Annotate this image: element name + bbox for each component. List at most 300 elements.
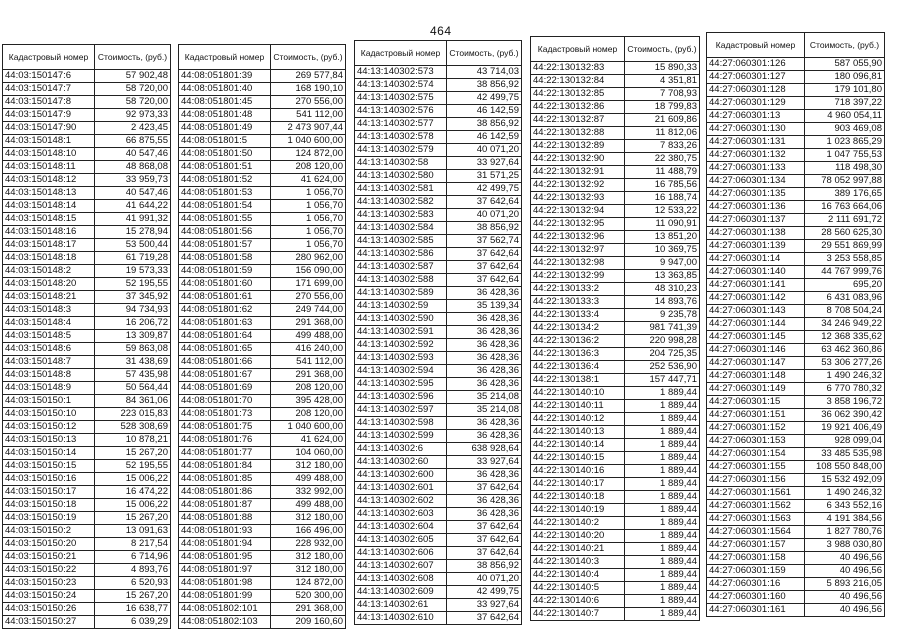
cadastral-number: 44:03:150148:17 xyxy=(3,239,95,252)
cost-value: 16 785,56 xyxy=(625,179,700,192)
cadastral-number: 44:08:051801:45 xyxy=(179,96,271,109)
table-row xyxy=(179,148,346,161)
cost-value: 541 112,00 xyxy=(271,109,346,122)
cost-value: 981 741,39 xyxy=(625,322,700,335)
cadastral-number: 44:27:060301:144 xyxy=(707,318,805,331)
cost-value: 15 890,33 xyxy=(625,62,700,75)
cadastral-number: 44:22:130140:17 xyxy=(531,478,625,491)
table-row xyxy=(531,595,700,608)
table-row xyxy=(707,448,885,461)
table-row xyxy=(3,343,171,356)
cost-value: 36 428,36 xyxy=(447,313,522,326)
cost-value: 8 708 504,24 xyxy=(805,305,885,318)
cadastral-number: 44:13:140302:6 xyxy=(355,443,447,456)
cost-value: 3 988 030,80 xyxy=(805,539,885,552)
cadastral-table-5 xyxy=(706,32,885,617)
cadastral-number: 44:13:140302:603 xyxy=(355,508,447,521)
table-row xyxy=(531,465,700,478)
cost-value: 6 343 552,16 xyxy=(805,500,885,513)
table-row xyxy=(3,395,171,408)
cadastral-table-1 xyxy=(2,44,171,629)
cadastral-number: 44:03:150150:20 xyxy=(3,538,95,551)
table-row xyxy=(355,547,522,560)
cadastral-number: 44:27:060301:13 xyxy=(707,110,805,123)
cost-value: 40 496,56 xyxy=(805,591,885,604)
cost-value: 1 023 865,29 xyxy=(805,136,885,149)
cost-value: 52 195,55 xyxy=(95,460,171,473)
cost-value: 209 160,60 xyxy=(271,616,346,629)
cadastral-number: 44:03:150147:8 xyxy=(3,96,95,109)
table-row xyxy=(179,616,346,629)
cadastral-number: 44:13:140302:577 xyxy=(355,118,447,131)
table-row xyxy=(3,421,171,434)
cost-value: 59 863,08 xyxy=(95,343,171,356)
cost-value: 1 889,44 xyxy=(625,465,700,478)
cost-value: 15 006,22 xyxy=(95,473,171,486)
cost-value: 36 428,36 xyxy=(447,352,522,365)
cadastral-number: 44:27:060301:131 xyxy=(707,136,805,149)
cadastral-number: 44:03:150147:7 xyxy=(3,83,95,96)
table-row xyxy=(3,551,171,564)
table-row xyxy=(3,135,171,148)
cadastral-number: 44:27:060301:152 xyxy=(707,422,805,435)
cost-value: 46 142,59 xyxy=(447,105,522,118)
table-row xyxy=(531,88,700,101)
cost-value: 48 310,23 xyxy=(625,283,700,296)
cadastral-number: 44:13:140302:599 xyxy=(355,430,447,443)
cost-value: 928 099,04 xyxy=(805,435,885,448)
cadastral-number: 44:22:130136:3 xyxy=(531,348,625,361)
cadastral-number: 44:03:150148:7 xyxy=(3,356,95,369)
cadastral-number: 44:08:051801:67 xyxy=(179,369,271,382)
cadastral-number: 44:22:130136:4 xyxy=(531,361,625,374)
table-row xyxy=(3,83,171,96)
cost-value: 1 490 246,32 xyxy=(805,370,885,383)
cadastral-number: 44:27:060301:138 xyxy=(707,227,805,240)
cadastral-number: 44:27:060301:126 xyxy=(707,58,805,71)
cadastral-number: 44:22:130140:3 xyxy=(531,556,625,569)
cost-value: 37 642,64 xyxy=(447,547,522,560)
table-row xyxy=(531,387,700,400)
cadastral-number: 44:03:150150:24 xyxy=(3,590,95,603)
cost-value: 40 071,20 xyxy=(447,144,522,157)
cost-value: 36 428,36 xyxy=(447,326,522,339)
cadastral-number: 44:08:051801:76 xyxy=(179,434,271,447)
header-cost: Стоимость, (руб.) xyxy=(447,41,522,66)
cadastral-number: 44:13:140302:590 xyxy=(355,313,447,326)
cost-value: 499 488,00 xyxy=(271,330,346,343)
table-row xyxy=(3,512,171,525)
cadastral-number: 44:08:051802:101 xyxy=(179,603,271,616)
header-cadastral-number: Кадастровый номер xyxy=(707,33,805,58)
table-row xyxy=(355,339,522,352)
table-row xyxy=(707,565,885,578)
cost-value: 157 447,71 xyxy=(625,374,700,387)
cadastral-number: 44:27:060301:16 xyxy=(707,578,805,591)
cost-value: 33 485 535,98 xyxy=(805,448,885,461)
table-row xyxy=(179,317,346,330)
cadastral-number: 44:13:140302:606 xyxy=(355,547,447,560)
cost-value: 50 564,44 xyxy=(95,382,171,395)
cadastral-number: 44:27:060301:154 xyxy=(707,448,805,461)
cadastral-number: 44:22:130140:14 xyxy=(531,439,625,452)
cadastral-number: 44:27:060301:149 xyxy=(707,383,805,396)
table-row xyxy=(355,404,522,417)
cost-value: 1 889,44 xyxy=(625,387,700,400)
cadastral-number: 44:08:051802:103 xyxy=(179,616,271,629)
cadastral-number: 44:22:130132:85 xyxy=(531,88,625,101)
cost-value: 4 191 384,56 xyxy=(805,513,885,526)
cadastral-number: 44:08:051801:52 xyxy=(179,174,271,187)
cadastral-number: 44:03:150150:16 xyxy=(3,473,95,486)
table-row xyxy=(531,140,700,153)
cadastral-number: 44:27:060301:132 xyxy=(707,149,805,162)
cost-value: 1 056,70 xyxy=(271,239,346,252)
cost-value: 1 056,70 xyxy=(271,226,346,239)
cost-value: 28 560 625,30 xyxy=(805,227,885,240)
cost-value: 19 921 406,49 xyxy=(805,422,885,435)
table-row xyxy=(3,564,171,577)
table-row xyxy=(355,586,522,599)
cadastral-number: 44:22:130140:10 xyxy=(531,387,625,400)
cadastral-number: 44:22:130134:2 xyxy=(531,322,625,335)
cadastral-number: 44:13:140302:600 xyxy=(355,469,447,482)
cadastral-number: 44:22:130132:89 xyxy=(531,140,625,153)
cadastral-number: 44:13:140302:60 xyxy=(355,456,447,469)
cost-value: 14 893,76 xyxy=(625,296,700,309)
cost-value: 31 438,69 xyxy=(95,356,171,369)
table-row xyxy=(531,257,700,270)
cost-value: 1 889,44 xyxy=(625,517,700,530)
cost-value: 19 573,33 xyxy=(95,265,171,278)
cost-value: 36 428,36 xyxy=(447,378,522,391)
table-row xyxy=(179,356,346,369)
cost-value: 15 006,22 xyxy=(95,499,171,512)
table-row xyxy=(707,123,885,136)
cost-value: 208 120,00 xyxy=(271,408,346,421)
cadastral-number: 44:22:130133:2 xyxy=(531,283,625,296)
table-row xyxy=(355,118,522,131)
cadastral-number: 44:13:140302:579 xyxy=(355,144,447,157)
table-row xyxy=(707,149,885,162)
cost-value: 208 120,00 xyxy=(271,161,346,174)
cadastral-number: 44:13:140302:578 xyxy=(355,131,447,144)
cadastral-number: 44:08:051801:57 xyxy=(179,239,271,252)
cadastral-number: 44:27:060301:142 xyxy=(707,292,805,305)
cost-value: 15 267,20 xyxy=(95,447,171,460)
table-row xyxy=(355,469,522,482)
cadastral-number: 44:27:060301:155 xyxy=(707,461,805,474)
cadastral-number: 44:13:140302:607 xyxy=(355,560,447,573)
table-row xyxy=(179,83,346,96)
cost-value: 11 090,91 xyxy=(625,218,700,231)
cadastral-number: 44:03:150148:3 xyxy=(3,304,95,317)
table-row xyxy=(531,413,700,426)
cost-value: 528 308,69 xyxy=(95,421,171,434)
cost-value: 270 556,00 xyxy=(271,291,346,304)
header-cadastral-number: Кадастровый номер xyxy=(355,41,447,66)
table-row xyxy=(179,200,346,213)
cadastral-number: 44:03:150148:2 xyxy=(3,265,95,278)
cost-value: 395 428,00 xyxy=(271,395,346,408)
table-row xyxy=(179,512,346,525)
cadastral-number: 44:22:130140:16 xyxy=(531,465,625,478)
cadastral-number: 44:08:051801:63 xyxy=(179,317,271,330)
table-row xyxy=(707,500,885,513)
table-row xyxy=(531,491,700,504)
table-row xyxy=(531,426,700,439)
table-row xyxy=(179,161,346,174)
table-row xyxy=(3,356,171,369)
table-row xyxy=(707,383,885,396)
cadastral-number: 44:27:060301:129 xyxy=(707,97,805,110)
table-row xyxy=(531,504,700,517)
cost-value: 78 052 997,88 xyxy=(805,175,885,188)
table-row xyxy=(531,62,700,75)
cadastral-number: 44:22:130140:19 xyxy=(531,504,625,517)
cadastral-number: 44:22:130132:83 xyxy=(531,62,625,75)
table-row xyxy=(707,318,885,331)
table-row xyxy=(355,573,522,586)
table-row xyxy=(531,192,700,205)
cost-value: 15 267,20 xyxy=(95,590,171,603)
cadastral-number: 44:08:051801:65 xyxy=(179,343,271,356)
cadastral-number: 44:22:130132:86 xyxy=(531,101,625,114)
cadastral-number: 44:08:051801:50 xyxy=(179,148,271,161)
cadastral-number: 44:13:140302:597 xyxy=(355,404,447,417)
cost-value: 1 047 755,53 xyxy=(805,149,885,162)
cadastral-number: 44:08:051801:59 xyxy=(179,265,271,278)
cost-value: 3 253 558,85 xyxy=(805,253,885,266)
table-row xyxy=(3,109,171,122)
cadastral-number: 44:03:150150:17 xyxy=(3,486,95,499)
header-cadastral-number: Кадастровый номер xyxy=(531,37,625,62)
cost-value: 1 889,44 xyxy=(625,543,700,556)
cadastral-number: 44:27:060301:145 xyxy=(707,331,805,344)
table-row xyxy=(707,84,885,97)
cost-value: 44 767 999,76 xyxy=(805,266,885,279)
table-row xyxy=(355,534,522,547)
cadastral-number: 44:03:150148:5 xyxy=(3,330,95,343)
cost-value: 40 071,20 xyxy=(447,573,522,586)
table-row xyxy=(3,408,171,421)
cadastral-number: 44:22:130132:97 xyxy=(531,244,625,257)
cadastral-number: 44:13:140302:608 xyxy=(355,573,447,586)
table-row xyxy=(531,400,700,413)
cost-value: 42 499,75 xyxy=(447,92,522,105)
cadastral-number: 44:08:051801:62 xyxy=(179,304,271,317)
cadastral-number: 44:13:140302:592 xyxy=(355,339,447,352)
cadastral-number: 44:03:150150:27 xyxy=(3,616,95,629)
cadastral-number: 44:13:140302:586 xyxy=(355,248,447,261)
table-row xyxy=(355,248,522,261)
cost-value: 1 040 600,00 xyxy=(271,135,346,148)
cost-value: 179 101,80 xyxy=(805,84,885,97)
cadastral-number: 44:13:140302:580 xyxy=(355,170,447,183)
cost-value: 1 889,44 xyxy=(625,504,700,517)
cadastral-number: 44:03:150150:10 xyxy=(3,408,95,421)
cost-value: 37 642,64 xyxy=(447,521,522,534)
table-row xyxy=(179,278,346,291)
cost-value: 61 719,28 xyxy=(95,252,171,265)
table-row xyxy=(531,608,700,621)
table-row xyxy=(355,417,522,430)
table-row xyxy=(531,127,700,140)
cost-value: 37 642,64 xyxy=(447,534,522,547)
table-row xyxy=(3,590,171,603)
table-row xyxy=(707,162,885,175)
table-row xyxy=(355,521,522,534)
cost-value: 638 928,64 xyxy=(447,443,522,456)
cadastral-number: 44:13:140302:598 xyxy=(355,417,447,430)
cadastral-number: 44:03:150150:14 xyxy=(3,447,95,460)
table-row xyxy=(707,331,885,344)
table-row xyxy=(179,577,346,590)
cadastral-number: 44:03:150148:11 xyxy=(3,161,95,174)
cost-value: 124 872,00 xyxy=(271,148,346,161)
cadastral-number: 44:08:051801:98 xyxy=(179,577,271,590)
cost-value: 36 428,36 xyxy=(447,495,522,508)
header-cadastral-number: Кадастровый номер xyxy=(179,45,271,70)
cadastral-number: 44:13:140302:573 xyxy=(355,66,447,79)
cost-value: 1 889,44 xyxy=(625,426,700,439)
cost-value: 16 188,74 xyxy=(625,192,700,205)
cost-value: 10 369,75 xyxy=(625,244,700,257)
table-row xyxy=(3,174,171,187)
cadastral-number: 44:13:140302:605 xyxy=(355,534,447,547)
table-row xyxy=(3,499,171,512)
table-row xyxy=(355,183,522,196)
table-row xyxy=(3,577,171,590)
table-row xyxy=(3,278,171,291)
cost-value: 6 770 780,32 xyxy=(805,383,885,396)
cadastral-number: 44:03:150148:13 xyxy=(3,187,95,200)
cost-value: 8 217,54 xyxy=(95,538,171,551)
table-row xyxy=(707,214,885,227)
table-row xyxy=(531,582,700,595)
cost-value: 9 947,00 xyxy=(625,257,700,270)
cadastral-number: 44:08:051801:56 xyxy=(179,226,271,239)
cadastral-number: 44:08:051801:5 xyxy=(179,135,271,148)
cadastral-number: 44:22:130140:4 xyxy=(531,569,625,582)
cost-value: 6 431 083,96 xyxy=(805,292,885,305)
table-row xyxy=(707,552,885,565)
table-row xyxy=(531,296,700,309)
cost-value: 37 642,64 xyxy=(447,274,522,287)
cost-value: 499 488,00 xyxy=(271,499,346,512)
cost-value: 312 180,00 xyxy=(271,564,346,577)
table-row xyxy=(3,382,171,395)
cadastral-number: 44:27:060301:128 xyxy=(707,84,805,97)
table-row xyxy=(179,369,346,382)
cadastral-number: 44:22:130140:12 xyxy=(531,413,625,426)
table-row xyxy=(531,517,700,530)
cost-value: 37 562,74 xyxy=(447,235,522,248)
cadastral-number: 44:08:051801:86 xyxy=(179,486,271,499)
table-row xyxy=(707,136,885,149)
cost-value: 16 474,22 xyxy=(95,486,171,499)
cost-value: 587 055,90 xyxy=(805,58,885,71)
cadastral-number: 44:22:130132:91 xyxy=(531,166,625,179)
table-row xyxy=(3,161,171,174)
table-row xyxy=(355,456,522,469)
table-row xyxy=(355,495,522,508)
table-row xyxy=(179,226,346,239)
table-row xyxy=(179,239,346,252)
table-row xyxy=(531,283,700,296)
cadastral-number: 44:27:060301:157 xyxy=(707,539,805,552)
cost-value: 4 893,76 xyxy=(95,564,171,577)
table-row xyxy=(179,460,346,473)
cadastral-number: 44:03:150150:26 xyxy=(3,603,95,616)
table-row xyxy=(3,187,171,200)
table-row xyxy=(3,616,171,629)
table-row xyxy=(707,487,885,500)
cost-value: 16 763 664,06 xyxy=(805,201,885,214)
table-row xyxy=(531,439,700,452)
table-row xyxy=(179,70,346,83)
cadastral-number: 44:22:130132:90 xyxy=(531,153,625,166)
cost-value: 156 090,00 xyxy=(271,265,346,278)
cost-value: 104 060,00 xyxy=(271,447,346,460)
table-row xyxy=(707,97,885,110)
cost-value: 84 361,06 xyxy=(95,395,171,408)
cost-value: 58 720,00 xyxy=(95,83,171,96)
cadastral-number: 44:22:130132:95 xyxy=(531,218,625,231)
cost-value: 16 206,72 xyxy=(95,317,171,330)
table-row xyxy=(531,569,700,582)
cost-value: 168 190,10 xyxy=(271,83,346,96)
cost-value: 16 638,77 xyxy=(95,603,171,616)
table-row xyxy=(179,538,346,551)
cost-value: 42 499,75 xyxy=(447,586,522,599)
header-cadastral-number: Кадастровый номер xyxy=(3,45,95,70)
cost-value: 33 927,64 xyxy=(447,599,522,612)
cost-value: 15 267,20 xyxy=(95,512,171,525)
table-row xyxy=(3,304,171,317)
cadastral-number: 44:03:150148:12 xyxy=(3,174,95,187)
cadastral-number: 44:03:150148:21 xyxy=(3,291,95,304)
table-row xyxy=(707,604,885,617)
cost-value: 2 423,45 xyxy=(95,122,171,135)
cost-value: 36 428,36 xyxy=(447,508,522,521)
table-row xyxy=(707,578,885,591)
cost-value: 291 368,00 xyxy=(271,603,346,616)
cost-value: 31 571,25 xyxy=(447,170,522,183)
table-row xyxy=(179,291,346,304)
cadastral-number: 44:13:140302:58 xyxy=(355,157,447,170)
table-row xyxy=(355,79,522,92)
cadastral-number: 44:08:051801:70 xyxy=(179,395,271,408)
table-row xyxy=(179,213,346,226)
table-row xyxy=(707,513,885,526)
cost-value: 37 642,64 xyxy=(447,482,522,495)
table-row xyxy=(3,70,171,83)
cadastral-number: 44:27:060301:151 xyxy=(707,409,805,422)
cadastral-number: 44:03:150150:12 xyxy=(3,421,95,434)
cadastral-number: 44:13:140302:591 xyxy=(355,326,447,339)
table-row xyxy=(355,274,522,287)
cadastral-number: 44:27:060301:146 xyxy=(707,344,805,357)
table-row xyxy=(179,343,346,356)
cadastral-number: 44:08:051801:75 xyxy=(179,421,271,434)
table-row xyxy=(179,525,346,538)
table-row xyxy=(355,222,522,235)
cadastral-number: 44:03:150148:10 xyxy=(3,148,95,161)
cadastral-number: 44:27:060301:160 xyxy=(707,591,805,604)
table-row xyxy=(531,543,700,556)
cost-value: 36 428,36 xyxy=(447,365,522,378)
